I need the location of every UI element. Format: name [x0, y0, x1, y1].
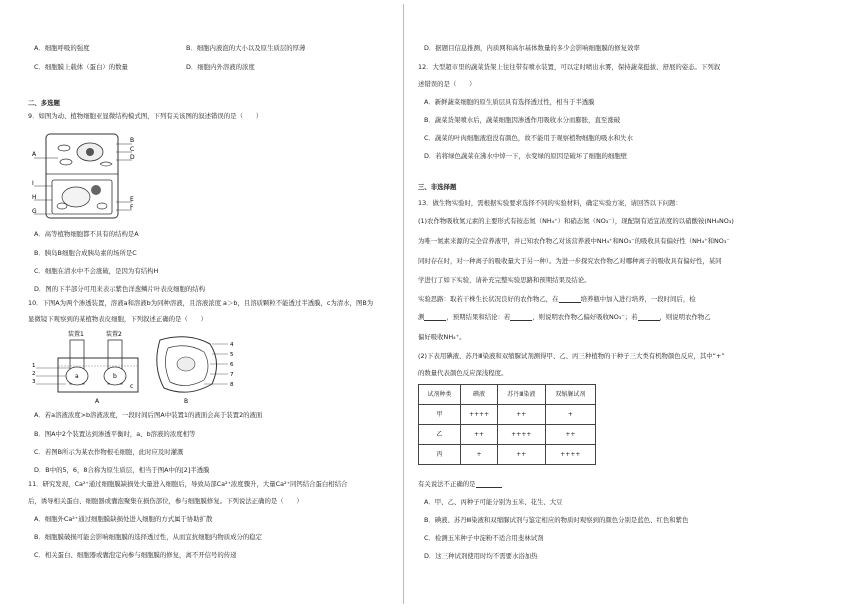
answer-blank-2[interactable]: [424, 314, 446, 321]
q9-option-d: D．图的下半部分可用来表示紫色洋葱鳞片叶表皮细胞的结构: [34, 285, 206, 293]
table-cell: ++++: [545, 445, 595, 465]
num-1: 1: [32, 363, 36, 369]
q9-option-a: A．高等植物细胞都不具有的结构是A: [34, 230, 139, 238]
device-1-label: 装置1: [68, 331, 84, 338]
q13-p1-line4: 学进行了如下实验，请补充完整实验思路和预期结果及结论。: [418, 276, 591, 284]
table-cell: ++++: [461, 405, 498, 425]
q11-option-a: A．细胞外Ca²⁺通过细胞膜缺损处进入细胞的方式属于协助扩散: [34, 515, 213, 523]
q13-p1-line7: 偏好吸收NH₄⁺。: [418, 333, 466, 341]
q13-option-d: D．这三种试剂使用时均不需要水浴加热: [424, 552, 538, 560]
num-7: 7: [230, 372, 234, 378]
q12-option-d: D．若将绿色蔬菜在沸水中焯一下，水变绿的原因是破坏了细胞的细胞壁: [424, 152, 628, 160]
q13-p1-line6: [418, 313, 711, 321]
q13-p2-line2: 的数量代表颜色反应深浅程度。: [418, 369, 508, 377]
q13-p1-line2: 为唯一氮素来源的完全营养液甲，并已知农作物乙对该营养液中NH₄⁺和NO₃⁻的吸收具有偏好性（NH₄⁺和NO₃⁻: [418, 237, 730, 245]
option-c: C．细胞膜上载体（蛋白）的数量: [34, 63, 128, 71]
q13-text: 培养瓶中加入进行培养，一段时间后，检: [580, 295, 696, 303]
answer-blank-1[interactable]: [559, 296, 581, 303]
q9-stem: 9．如图为动、植物细胞亚显微结构模式图，下列有关该图的叙述错误的是（ ）: [28, 112, 263, 120]
q13-p2-line1: (2)下表用碘液、苏丹Ⅲ染液和双缩脲试剂测得甲、乙、丙三种植物的干种子三大类有机物颜色反应，其中“+”: [418, 352, 725, 360]
num-5: 5: [230, 352, 234, 358]
q12-option-c: C．蔬菜的叶肉细胞液泡没有颜色，故不能用于观察植物细胞的吸水和失水: [424, 134, 633, 142]
table-row: [419, 385, 596, 405]
q11-stem-2: 后，诱导相关蛋白、细胞器或囊泡聚集在损伤部位，参与细胞膜修复。下列说法正确的是（ ）: [28, 497, 303, 505]
section-heading-multi: 二、多选题: [28, 99, 60, 107]
figure-a-label: A: [95, 398, 100, 405]
label-e: E: [130, 196, 134, 203]
table-row: [419, 445, 596, 465]
num-2: 2: [32, 371, 36, 377]
label-c: C: [130, 146, 135, 153]
q11-stem-1: 11．研究发现，Ca²⁺通过细胞膜缺损处大量进入细胞后，导致局部Ca²⁺浓度骤升，大量Ca²⁺同钙结合蛋白相结合: [28, 480, 348, 488]
q10-option-b: B．图A中2个装置达到渗透平衡时，a、b溶液的浓度相等: [34, 430, 196, 438]
label-g: G: [32, 208, 37, 215]
table-cell: 丙: [419, 445, 461, 465]
figure-b-label: B: [184, 398, 189, 405]
num-6: 6: [230, 362, 234, 368]
solution-a-label: a: [75, 373, 79, 380]
q12-option-b: B．蔬菜货架喷水后，蔬菜细胞因渗透作用吸收水分而膨胀，直至涨破: [424, 116, 621, 124]
table-header: 苏丹Ⅲ染液: [497, 385, 545, 405]
q13-text: 实验思路：取若干株生长状况良好的农作物乙，在: [418, 295, 559, 303]
q10-option-d: D．B中的5，6，8合称为原生质层，相当于图A中的[2]半透膜: [34, 466, 210, 474]
table-cell: ++: [545, 425, 595, 445]
q13-option-a: A．甲、乙、丙种子可能分别为玉米、花生、大豆: [424, 498, 563, 506]
option-b: B．细胞内液泡的大小以及原生质层的厚薄: [186, 44, 306, 52]
q10-stem-2: 显微镜下观察到的某植物表皮细胞，下列叙述正确的是（ ）: [28, 315, 207, 323]
column-divider: [403, 4, 404, 604]
q12-option-a: A．新鲜蔬菜细胞的原生质层具有选择透过性，相当于半透膜: [424, 98, 595, 106]
q12-stem-2: 述错误的是（ ）: [418, 80, 476, 88]
q13-text: 有关说法不正确的是: [418, 480, 476, 488]
option-a: A．细胞呼吸的强度: [34, 44, 90, 52]
table-cell: ++: [497, 445, 545, 465]
table-cell: 甲: [419, 405, 461, 425]
q12-stem-1: 12．大型超市里的蔬菜货架上往往带有喷水装置，可以定时喷出水雾，保持蔬菜挺拔、舒展的姿态。下列叙: [418, 63, 721, 71]
q13-text: ，则说明农作物乙偏好吸收NO₃⁻；若: [532, 313, 638, 321]
answer-blank-5[interactable]: [476, 481, 502, 488]
label-f: F: [130, 204, 134, 211]
table-cell: ++: [461, 425, 498, 445]
num-8: 8: [230, 382, 234, 388]
q11-option-c: C．相关蛋白、细胞器或囊泡定向参与细胞膜的修复，离不开信号的传递: [34, 551, 237, 559]
answer-blank-3[interactable]: [510, 314, 532, 321]
water-c-label: c: [130, 383, 134, 390]
q10-option-a: A．若a溶液浓度>b溶液浓度，一段时间后图A中装置1的液面会高于装置2的液面: [34, 411, 263, 419]
table-header: 试剂种类: [419, 385, 461, 405]
option-d: D．细胞内外溶液的浓度: [186, 63, 255, 71]
reagent-table: [418, 384, 596, 465]
q13-text: ，预期结果和结论：若: [446, 313, 511, 321]
q13-text: 测: [418, 313, 425, 321]
q13-p1-line1: (1)农作物吸收氮元素的主要形式有铵态氮（NH₄⁺）和硝态氮（NO₃⁻），现配制有适宜浓度的以硝酸铵(NH₄NO₃): [418, 217, 734, 225]
label-i: I: [32, 180, 34, 187]
cell-diagram: [32, 130, 136, 222]
q13-p1-line5: [418, 295, 696, 303]
table-header: 碘液: [461, 385, 498, 405]
q13-intro: 13．做生物实验时，需根据实验要求选择不同的实验材料，确定实验方案，请回答以下问题：: [418, 199, 682, 207]
table-header: 双缩脲试剂: [545, 385, 595, 405]
q10-option-c: C．若图B所示为某农作物根毛细胞，此时应及时灌溉: [34, 448, 184, 456]
label-d: D: [130, 154, 135, 161]
q13-option-b: B．碘液、苏丹Ⅲ染液和双缩脲试剂与鉴定相应的物质时观察到的颜色分别是蓝色、红色和紫色: [424, 516, 689, 524]
q11-option-b: B．细胞膜破损可能会影响细胞膜的选择透过性，从而宜抗细胞内物质成分的稳定: [34, 533, 263, 541]
table-row: [419, 405, 596, 425]
label-a: A: [32, 151, 37, 158]
answer-blank-4[interactable]: [638, 314, 660, 321]
solution-b-label: b: [113, 373, 117, 380]
num-4: 4: [230, 342, 234, 348]
q10-stem-1: 10．下图A为两个渗透装置，溶液a和溶液b为同种溶液，且溶液浓度 a＞b，且溶质颗粒不能透过半透膜，c为清水，图B为: [28, 299, 374, 307]
osmosis-diagram: [32, 330, 242, 406]
num-3: 3: [32, 379, 36, 385]
table-row: [419, 425, 596, 445]
table-cell: ++: [497, 405, 545, 425]
device-2-label: 装置2: [106, 331, 122, 338]
table-cell: +: [461, 445, 498, 465]
q13-after-table: [418, 480, 502, 488]
q13-text: ，则说明农作物乙: [659, 313, 711, 321]
label-b: B: [130, 137, 135, 144]
q13-p1-line3: 同时存在时，对一种离子的吸收量大于另一种）。为进一步探究农作物乙对哪种离子的吸收具有偏好性，某同: [418, 257, 722, 265]
label-h: H: [32, 194, 37, 201]
table-cell: 乙: [419, 425, 461, 445]
q13-option-c: C．检测玉米种子中淀粉不适合用斐林试剂: [424, 534, 544, 542]
q9-option-b: B．胰岛B细胞合成胰岛素的场所是C: [34, 249, 137, 257]
section-heading-nonchoice: 三、非选择题: [418, 183, 457, 191]
table-cell: +: [545, 405, 595, 425]
q9-option-c: C．细胞在清水中不会涨破，是因为有结构H: [34, 267, 159, 275]
q11-option-d: D．据题目信息推测，内质网和高尔基体数量的多少会影响细胞膜的修复效率: [424, 44, 640, 52]
table-cell: ++++: [497, 425, 545, 445]
